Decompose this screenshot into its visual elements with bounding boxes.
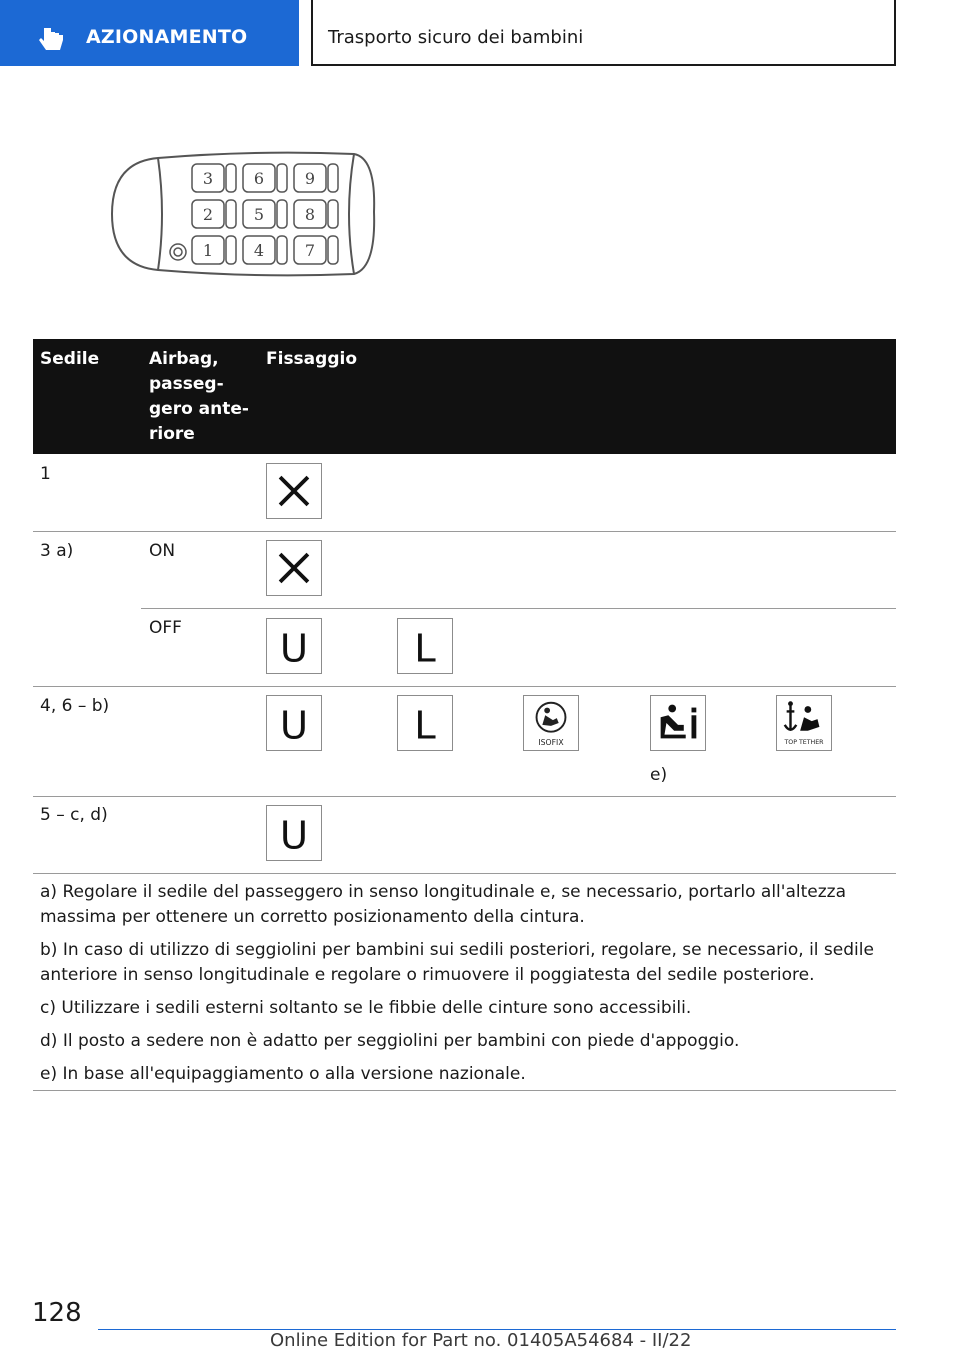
seat-number: 3	[202, 169, 214, 188]
universal-U-icon	[266, 695, 322, 751]
seat-number: 7	[304, 241, 316, 260]
not-allowed-icon	[266, 540, 322, 596]
semi-universal-L-icon	[397, 618, 453, 674]
footnote-e: e) In base all'equipaggiamento o alla versione nazionale.	[40, 1064, 526, 1084]
col-header-mount: Fissaggio	[266, 349, 357, 369]
isofix-icon	[523, 695, 579, 751]
row-1-seat: 1	[40, 464, 51, 484]
universal-U-icon	[266, 618, 322, 674]
svg-text:L: L	[414, 626, 436, 672]
table-header	[33, 339, 896, 454]
seat-backrest	[328, 200, 338, 228]
universal-U-icon	[266, 805, 322, 861]
seat-number: 5	[253, 205, 265, 224]
svg-text:ISOFIX: ISOFIX	[538, 738, 564, 748]
seat-backrest	[328, 236, 338, 264]
seat-number: 9	[304, 169, 316, 188]
row-divider	[33, 796, 896, 797]
car-seat-diagram	[104, 150, 376, 278]
table-footnotes	[40, 880, 890, 1095]
col-header-seat: Sedile	[40, 349, 100, 369]
seat-number: 6	[253, 169, 265, 188]
section-tab[interactable]	[0, 0, 299, 66]
row-divider	[33, 531, 896, 532]
section-label: AZIONAMENTO	[86, 26, 248, 48]
seat-backrest	[226, 164, 236, 192]
edition-footer: Online Edition for Part no. 01405A54684 - II/22	[270, 1330, 692, 1351]
seat-backrest	[226, 236, 236, 264]
svg-text:TOP TETHER: TOP TETHER	[784, 739, 824, 747]
seat-number: 4	[253, 241, 265, 260]
row-2-seat: 3 a)	[40, 541, 74, 561]
not-allowed-icon	[266, 463, 322, 519]
page-number: 128	[32, 1298, 82, 1328]
row-4-seat: 4, 6 – b)	[40, 696, 110, 716]
top-tether-icon	[776, 695, 832, 751]
seat-backrest	[277, 236, 287, 264]
seat-number: 1	[202, 241, 214, 260]
hand-pointer-icon	[38, 24, 68, 54]
row-5-seat: 5 – c, d)	[40, 805, 108, 825]
svg-text:L: L	[414, 703, 436, 749]
row-divider	[141, 608, 896, 609]
seat-backrest	[277, 200, 287, 228]
seat-backrest	[226, 200, 236, 228]
seat-number: 8	[304, 205, 316, 224]
footnote-a: a) Regolare il sedile del passeggero in senso longitudinale e, se necessario, portarlo all'altezza massima per ottenere un corretto posizionamento della cintura.	[40, 882, 846, 927]
page-title: Trasporto sicuro dei bambini	[328, 27, 584, 48]
svg-text:U: U	[279, 703, 309, 749]
footnote-d: d) Il posto a sedere non è adatto per seggiolini per bambini con piede d'appoggio.	[40, 1031, 740, 1051]
footnote-c: c) Utilizzare i sedili esterni soltanto se le fibbie delle cinture sono accessibili.	[40, 998, 692, 1018]
page-header	[311, 0, 896, 66]
svg-text:U: U	[279, 813, 309, 859]
row-3-airbag: OFF	[149, 618, 182, 638]
seat-backrest	[328, 164, 338, 192]
i-size-icon	[650, 695, 706, 751]
svg-text:U: U	[279, 626, 309, 672]
row-2-airbag: ON	[149, 541, 176, 561]
table-bottom-rule	[33, 1090, 896, 1091]
seat-number: 2	[202, 205, 214, 224]
seat-backrest	[277, 164, 287, 192]
semi-universal-L-icon	[397, 695, 453, 751]
col-header-airbag: Airbag, passeg- gero ante- riore	[149, 349, 249, 444]
row-divider	[33, 873, 896, 874]
row-4-icon-note: e)	[650, 765, 668, 785]
footnote-b: b) In caso di utilizzo di seggiolini per bambini sui sedili posteriori, regolare, se necessario, il sedile anteriore in senso longitudinale e regolare o rimuovere il poggiatesta del sedile posteriore.	[40, 940, 874, 985]
row-divider	[33, 686, 896, 687]
